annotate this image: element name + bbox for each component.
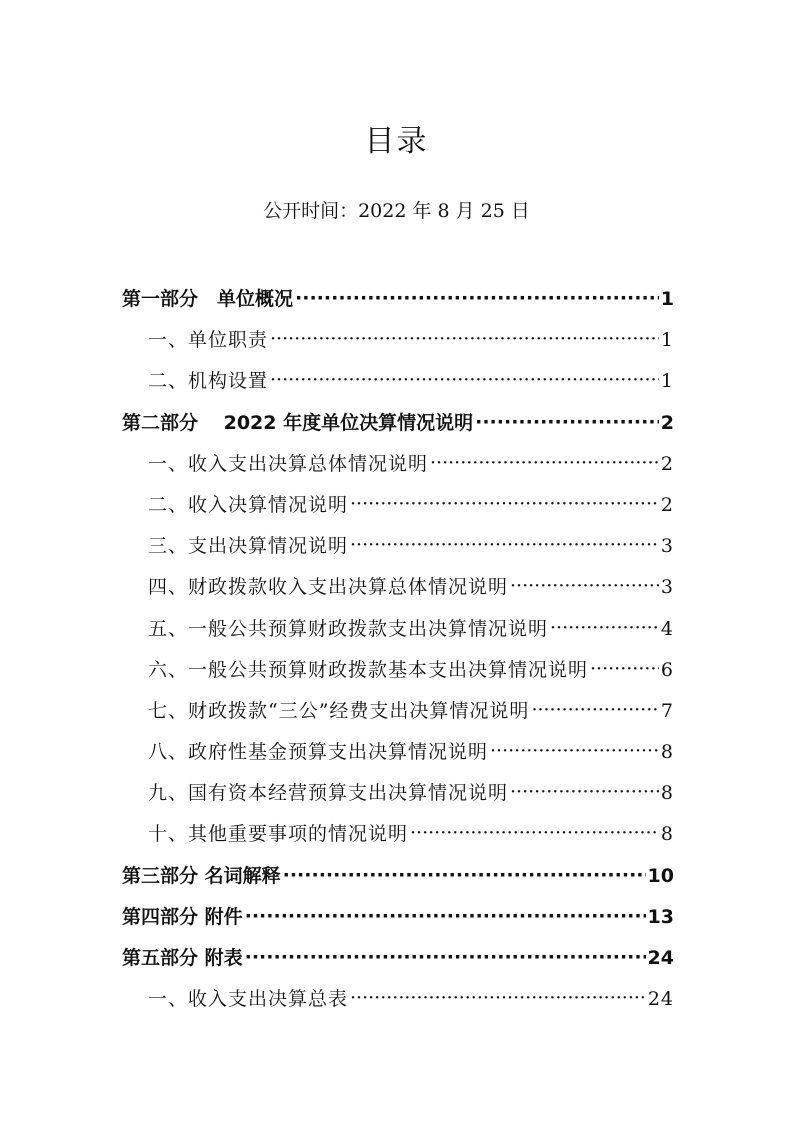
toc-page-number: 1: [660, 370, 674, 393]
page-title: 目录: [364, 124, 429, 160]
toc-page-number: 2: [660, 411, 674, 434]
toc-entry[interactable]: [122, 320, 674, 361]
toc-entry[interactable]: [122, 979, 674, 1020]
toc-page-number: 3: [660, 576, 674, 599]
toc-page-number: 10: [647, 864, 674, 887]
table-of-contents: [122, 279, 674, 1020]
toc-entry-label: 一、收入支出决算总体情况说明: [148, 452, 429, 475]
toc-page-number: 2: [660, 493, 674, 516]
toc-entry[interactable]: [122, 403, 674, 444]
toc-dot-leader: [245, 896, 646, 937]
toc-entry[interactable]: [122, 609, 674, 650]
toc-dot-leader: [283, 855, 646, 896]
toc-dot-leader: [475, 402, 659, 443]
toc-entry-label: 二、收入决算情况说明: [148, 493, 349, 516]
toc-entry-label: 七、财政拨款“三公”经费支出决算情况说明: [148, 699, 530, 722]
toc-page-number: 7: [660, 699, 674, 722]
toc-dot-leader: [245, 937, 646, 978]
toc-entry[interactable]: [122, 938, 674, 979]
toc-page-number: 1: [660, 329, 674, 352]
toc-entry[interactable]: [122, 732, 674, 773]
toc-entry-label: 第三部分 名词解释: [122, 864, 281, 887]
toc-dot-leader: [510, 772, 659, 813]
toc-entry-label: 四、财政拨款收入支出决算总体情况说明: [148, 576, 509, 599]
toc-entry-label: 六、一般公共预算财政拨款基本支出决算情况说明: [148, 658, 589, 681]
toc-entry[interactable]: [122, 567, 674, 608]
toc-page-number: 24: [647, 988, 674, 1011]
toc-entry-label: 第二部分 2022 年度单位决算情况说明: [122, 411, 474, 434]
toc-entry-label: 三、支出决算情况说明: [148, 535, 349, 558]
toc-page-number: 8: [660, 782, 674, 805]
toc-entry[interactable]: [122, 856, 674, 897]
toc-entry[interactable]: [122, 897, 674, 938]
toc-dot-leader: [430, 443, 659, 484]
toc-page-number: 24: [647, 947, 674, 969]
toc-page-number: 13: [647, 905, 674, 928]
toc-entry-label: 一、单位职责: [148, 329, 269, 352]
toc-page-number: 1: [660, 288, 674, 310]
toc-entry-label: 二、机构设置: [148, 370, 269, 393]
toc-entry[interactable]: [122, 444, 674, 485]
toc-dot-leader: [270, 319, 659, 360]
toc-entry-label: 第一部分 单位概况: [122, 288, 294, 310]
toc-dot-leader: [270, 360, 659, 401]
toc-entry-label: 五、一般公共预算财政拨款支出决算情况说明: [148, 617, 549, 640]
toc-dot-leader: [350, 484, 659, 525]
publication-date: 公开时间：2022 年 8 月 25 日: [263, 200, 530, 222]
toc-entry[interactable]: [122, 485, 674, 526]
toc-entry-label: 一、收入支出决算总表: [148, 988, 349, 1011]
toc-dot-leader: [295, 278, 659, 319]
toc-entry[interactable]: [122, 361, 674, 402]
toc-page-number: 4: [660, 617, 674, 640]
toc-dot-leader: [490, 731, 659, 772]
toc-entry[interactable]: [122, 526, 674, 567]
toc-dot-leader: [410, 813, 659, 854]
toc-entry[interactable]: [122, 650, 674, 691]
toc-page-number: 3: [660, 535, 674, 558]
toc-dot-leader: [510, 566, 659, 607]
toc-entry-label: 九、国有资本经营预算支出决算情况说明: [148, 782, 509, 805]
toc-entry[interactable]: [122, 691, 674, 732]
toc-dot-leader: [590, 649, 659, 690]
toc-entry-label: 第四部分 附件: [122, 905, 243, 928]
toc-entry[interactable]: [122, 773, 674, 814]
toc-entry-label: 八、政府性基金预算支出决算情况说明: [148, 741, 489, 764]
toc-entry[interactable]: [122, 814, 674, 855]
toc-entry-label: 第五部分 附表: [122, 947, 243, 969]
toc-page-number: 8: [660, 741, 674, 764]
toc-entry[interactable]: [122, 279, 674, 320]
toc-dot-leader: [350, 525, 659, 566]
toc-dot-leader: [350, 978, 646, 1019]
toc-page-number: 8: [660, 823, 674, 846]
toc-dot-leader: [550, 608, 659, 649]
toc-entry-label: 十、其他重要事项的情况说明: [148, 823, 409, 846]
toc-dot-leader: [531, 690, 658, 731]
toc-page-number: 2: [660, 452, 674, 475]
toc-page-number: 6: [660, 658, 674, 681]
